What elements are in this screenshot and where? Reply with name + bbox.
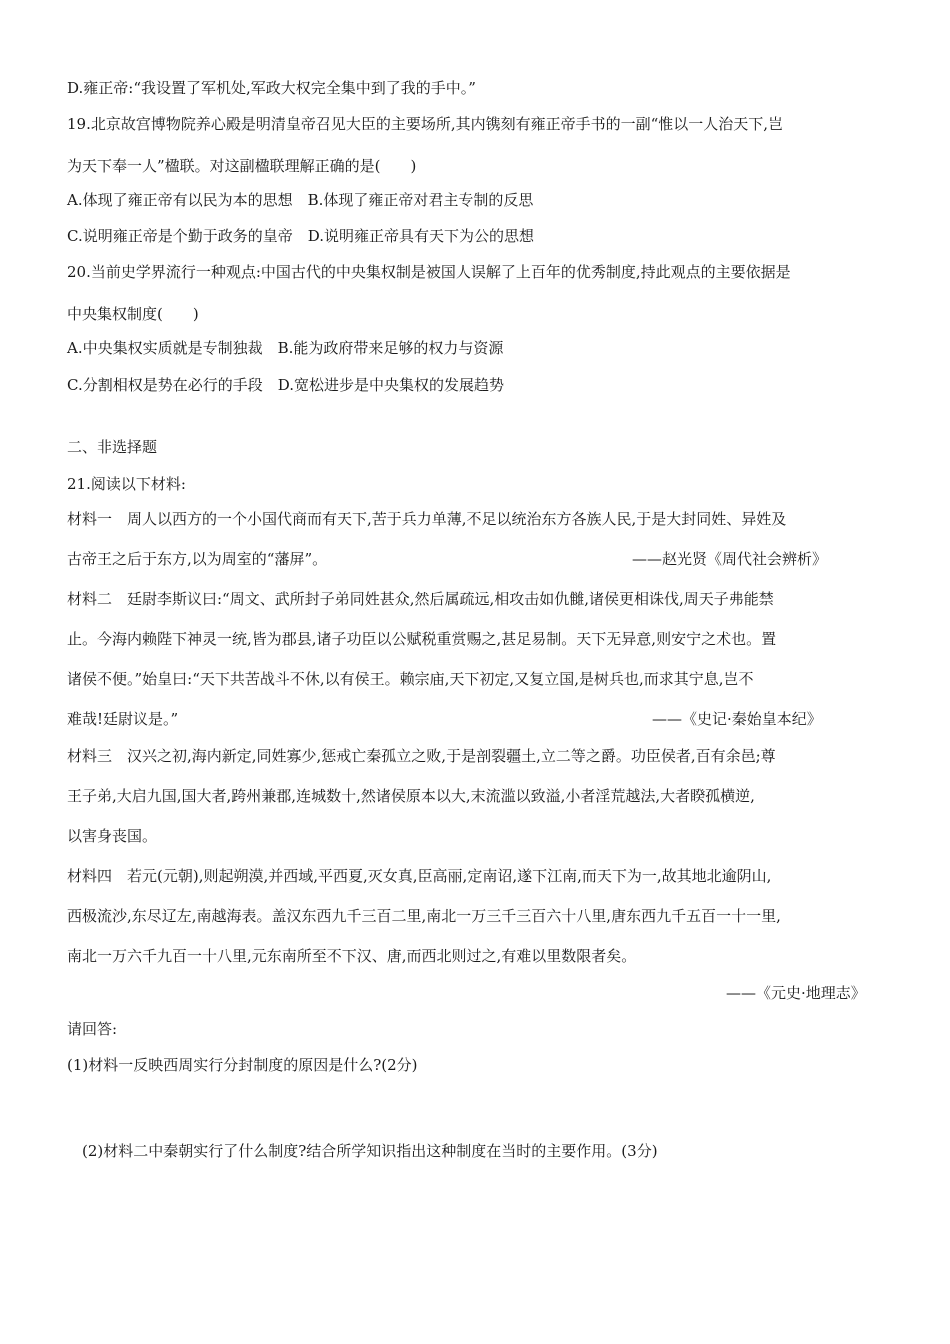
answer-prompt: 请回答: — [67, 1020, 118, 1038]
material4-line1: 材料四 若元(元朝),则起朔漠,并西域,平西夏,灭女真,臣高丽,定南诏,遂下江南,而天下为一,故其地北逾阴山, — [67, 867, 772, 885]
q19-options-cd: C.说明雍正帝是个勤于政务的皇帝 D.说明雍正帝具有天下为公的思想 — [67, 227, 534, 245]
material1-line1: 材料一 周人以西方的一个小国代商而有天下,苦于兵力单薄,不足以统治东方各族人民,于是大封同姓、异姓及 — [67, 510, 787, 528]
material2-line2: 止。今海内赖陛下神灵一统,皆为郡县,诸子功臣以公赋税重赏赐之,甚足易制。天下无异意,则安宁之术也。置 — [67, 630, 777, 648]
material3-line3: 以害身丧国。 — [67, 827, 158, 845]
material4-line3: 南北一万六千九百一十八里,元东南所至不下汉、唐,而西北则过之,有难以里数限者矣。 — [67, 947, 637, 965]
q21-stem: 21.阅读以下材料: — [67, 475, 186, 493]
q20-options-ab: A.中央集权实质就是专制独裁 B.能为政府带来足够的权力与资源 — [67, 339, 504, 357]
q18-option-d: D.雍正帝:“我设置了军机处,军政大权完全集中到了我的手中。” — [67, 79, 476, 97]
subquestion-1: (1)材料一反映西周实行分封制度的原因是什么?(2分) — [67, 1056, 418, 1074]
material2-line1: 材料二 廷尉李斯议曰:“周文、武所封子弟同姓甚众,然后属疏远,相攻击如仇雠,诸侯更相诛伐,周天子弗能禁 — [67, 590, 774, 608]
material4-source: ——《元史·地理志》 — [726, 984, 866, 1002]
material3-line2: 王子弟,大启九国,国大者,跨州兼郡,连城数十,然诸侯原本以大,末流滥以致溢,小者淫荒越法,大者睽孤横逆, — [67, 787, 755, 805]
q19-stem-line2: 为天下奉一人”楹联。对这副楹联理解正确的是( ) — [67, 157, 417, 175]
material1-source: ——赵光贤《周代社会辨析》 — [632, 550, 828, 568]
q20-stem-line1: 20.当前史学界流行一种观点:中国古代的中央集权制是被国人误解了上百年的优秀制度,持此观点的主要依据是 — [67, 263, 791, 281]
q19-stem-line1: 19.北京故宫博物院养心殿是明清皇帝召见大臣的主要场所,其内镌刻有雍正帝手书的一副“惟以一人治天下,岂 — [67, 115, 784, 133]
q20-stem-line2: 中央集权制度( ) — [67, 305, 199, 323]
material2-source: ——《史记·秦始皇本纪》 — [652, 710, 822, 728]
q19-options-ab: A.体现了雍正帝有以民为本的思想 B.体现了雍正帝对君主专制的反思 — [67, 191, 534, 209]
material4-line2: 西极流沙,东尽辽左,南越海表。盖汉东西九千三百二里,南北一万三千三百六十八里,唐东西九千五百一十一里, — [67, 907, 781, 925]
section-heading: 二、非选择题 — [67, 438, 158, 456]
material3-line1: 材料三 汉兴之初,海内新定,同姓寡少,惩戒亡秦孤立之败,于是剖裂疆土,立二等之爵。功臣侯者,百有余邑;尊 — [67, 747, 776, 765]
material1-line2: 古帝王之后于东方,以为周室的“藩屏”。 — [67, 550, 328, 568]
q20-options-cd: C.分割相权是势在必行的手段 D.宽松进步是中央集权的发展趋势 — [67, 376, 504, 394]
material2-line3: 诸侯不便。”始皇曰:“天下共苦战斗不休,以有侯王。赖宗庙,天下初定,又复立国,是树兵也,而求其宁息,岂不 — [67, 670, 754, 688]
subquestion-2: (2)材料二中秦朝实行了什么制度?结合所学知识指出这种制度在当时的主要作用。(3分) — [82, 1142, 658, 1160]
material2-line4: 难哉!廷尉议是。” — [67, 710, 179, 728]
